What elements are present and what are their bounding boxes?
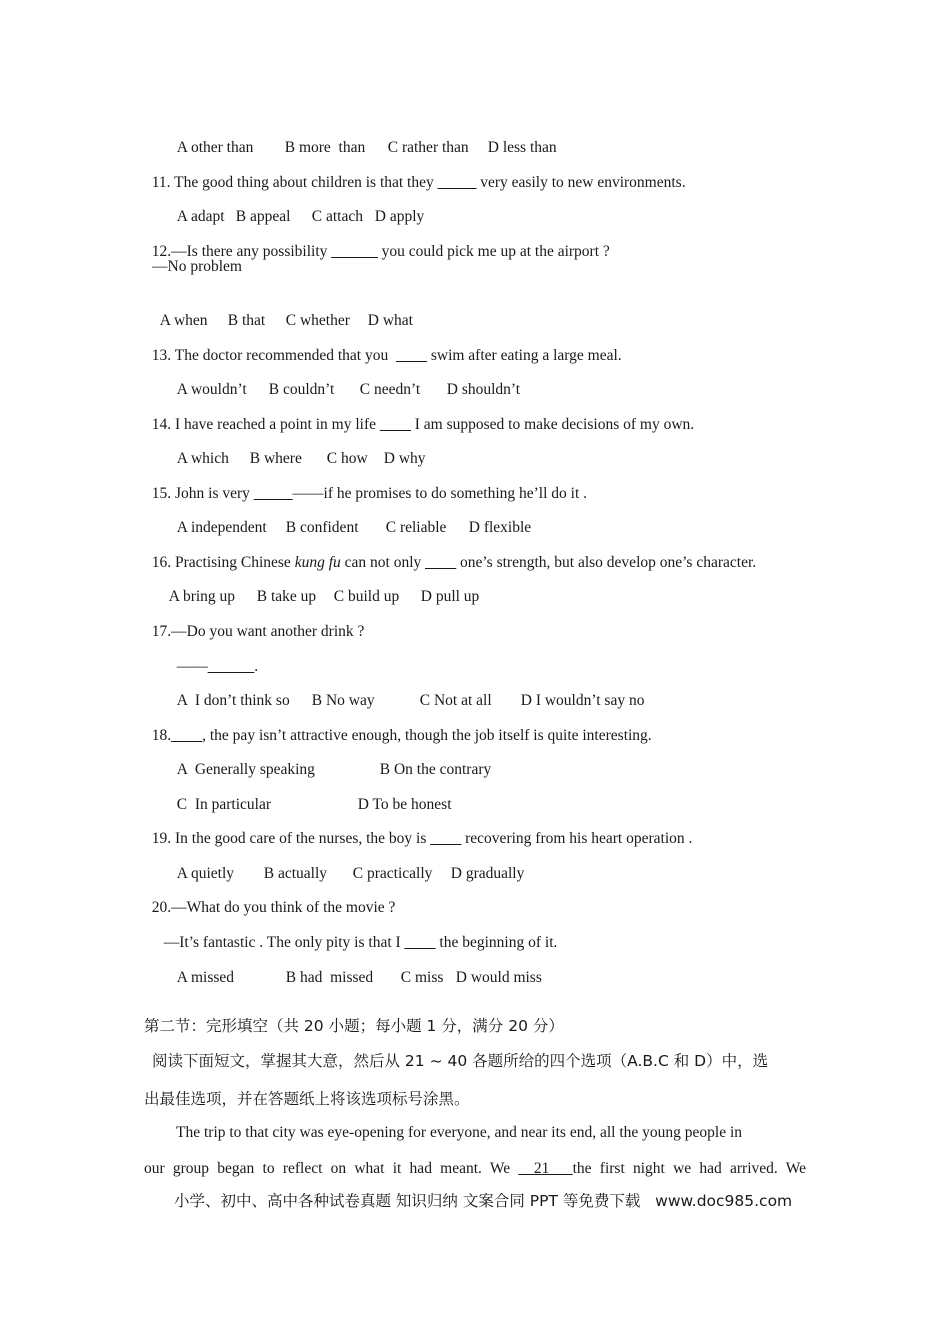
question-number: 17.: [151, 623, 172, 640]
q19-option-d: D gradually: [450, 865, 525, 882]
passage-line-2: [144, 1151, 806, 1187]
q13-option-a: A wouldn’t: [176, 381, 247, 398]
question-17: [144, 602, 364, 642]
q13-option-b: B couldn’t: [268, 381, 335, 398]
passage-line-1: The trip to that city was eye-opening for everyone, and near its end, all the young people in: [176, 1124, 742, 1141]
reply-text: —It’s fantastic . The only pity is that I: [163, 934, 405, 951]
q20-reply: [156, 913, 557, 953]
passage-text: our group began to reflect on what it had meant. We: [144, 1160, 519, 1177]
q11-options: [169, 187, 424, 227]
answer-blank: ______: [331, 243, 378, 260]
question-number: 19.: [151, 830, 172, 847]
q10-option-b: B more than: [284, 139, 366, 156]
answer-blank: _____: [253, 485, 293, 502]
q18-option-d: D To be honest: [357, 796, 452, 813]
q18-option-b: B On the contrary: [379, 761, 492, 778]
q17-options: [169, 671, 644, 711]
q17-option-d: D I wouldn’t say no: [520, 692, 645, 709]
question-number: 16.: [151, 554, 172, 571]
answer-blank: ____: [395, 347, 427, 364]
q13-option-c: C needn’t: [359, 381, 421, 398]
q10-option-d: D less than: [487, 139, 557, 156]
q15-option-b: B confident: [285, 519, 359, 536]
question-number: 20.: [151, 899, 172, 916]
question-number: 12.: [151, 243, 172, 260]
q13-option-d: D shouldn’t: [446, 381, 521, 398]
q14-option-c: C how: [326, 450, 368, 467]
section-instruction-line-1: 阅读下面短文，掌握其大意，然后从 21 ~ 40 各题所给的四个选项（A.B.C 和 D）中，选: [152, 1052, 769, 1070]
q12-options: [152, 291, 413, 331]
q11-option-c: C attach: [311, 208, 363, 225]
question-text: The doctor recommended that you: [174, 347, 396, 364]
question-number: 11.: [151, 174, 171, 191]
q11-option-a: A adapt: [176, 208, 225, 225]
q11-option-d: D apply: [374, 208, 425, 225]
q17-option-b: B No way: [311, 692, 375, 709]
question-number: 14.: [151, 416, 172, 433]
q10-option-c: C rather than: [387, 139, 469, 156]
q17-option-a: A I don’t think so: [176, 692, 290, 709]
question-19: [144, 809, 692, 849]
q12-option-a: A when: [159, 312, 208, 329]
q15-option-a: A independent: [176, 519, 267, 536]
q16-option-d: D pull up: [420, 588, 480, 605]
question-text-end: I am supposed to make decisions of my own.: [410, 416, 695, 433]
q18-option-a: A Generally speaking: [176, 761, 315, 778]
question-12: [144, 222, 610, 262]
q16-options: [161, 567, 479, 607]
q14-option-b: B where: [249, 450, 302, 467]
q14-option-a: A which: [176, 450, 229, 467]
reply-end: .: [254, 658, 259, 675]
question-text: I have reached a point in my life: [175, 416, 380, 433]
question-text: —Do you want another drink ?: [171, 623, 365, 640]
answer-blank: ____: [379, 416, 411, 433]
answer-blank: ____: [404, 934, 436, 951]
question-text-end: one’s strength, but also develop one’s character.: [456, 554, 757, 571]
q10-options: [169, 118, 557, 158]
answer-blank: ______: [207, 658, 255, 675]
question-number: 15.: [151, 485, 172, 502]
question-italic-term: kung fu: [294, 554, 341, 571]
question-text-end: swim after eating a large meal.: [426, 347, 622, 364]
q16-option-b: B take up: [256, 588, 317, 605]
q12-option-c: C whether: [285, 312, 350, 329]
question-text-end: very easily to new environments.: [476, 174, 686, 191]
q20-option-c: C miss: [400, 969, 444, 986]
question-text: The good thing about children is that they: [174, 174, 438, 191]
question-text-end: , the pay isn’t attractive enough, though the job itself is quite interesting.: [202, 727, 652, 744]
answer-blank: ____: [425, 554, 457, 571]
q16-option-a: A bring up: [168, 588, 236, 605]
section-instruction-line-2: 出最佳选项，并在答题纸上将该选项标号涂黑。: [144, 1090, 470, 1108]
q14-options: [169, 429, 426, 469]
answer-blank: ____: [171, 727, 203, 744]
answer-blank: ____: [430, 830, 462, 847]
q20-option-b: B had missed: [285, 969, 374, 986]
question-number: 13.: [151, 347, 172, 364]
q18-options-row-1: [169, 740, 491, 780]
q19-option-c: C practically: [352, 865, 433, 882]
q12-option-b: B that: [227, 312, 266, 329]
reply-text-end: the beginning of it.: [435, 934, 558, 951]
q12-option-d: D what: [367, 312, 413, 329]
q15-options: [169, 498, 531, 538]
reply-dash: ——: [176, 658, 208, 675]
q12-reply: —No problem: [152, 258, 242, 275]
q20-option-a: A missed: [176, 969, 235, 986]
question-text: Practising Chinese: [175, 554, 295, 571]
question-text: John is very: [175, 485, 254, 502]
q16-option-c: C build up: [333, 588, 400, 605]
q15-option-c: C reliable: [385, 519, 447, 536]
question-text-mid: can not only: [340, 554, 426, 571]
section-heading: 第二节：完形填空（共 20 小题；每小题 1 分，满分 20 分）: [144, 1017, 564, 1035]
question-text: —Is there any possibility: [171, 243, 332, 260]
q19-option-b: B actually: [263, 865, 328, 882]
question-text-end: you could pick me up at the airport ?: [377, 243, 610, 260]
question-text: —What do you think of the movie ?: [171, 899, 396, 916]
q19-option-a: A quietly: [176, 865, 235, 882]
question-text-end: recovering from his heart operation .: [461, 830, 693, 847]
q13-options: [169, 360, 520, 400]
passage-text-end: the first night we had arrived. We: [572, 1160, 806, 1177]
q17-option-c: C Not at all: [419, 692, 492, 709]
q20-option-d: D would miss: [455, 969, 542, 986]
question-text-end: ——if he promises to do something he’ll do it .: [292, 485, 588, 502]
q14-option-d: D why: [383, 450, 426, 467]
answer-blank: _____: [437, 174, 477, 191]
q11-option-b: B appeal: [235, 208, 291, 225]
q10-option-a: A other than: [176, 139, 254, 156]
question-number: 18.: [151, 727, 172, 744]
page-footer: 小学、初中、高中各种试卷真题 知识归纳 文案合同 PPT 等免费下载 www.doc985.com: [174, 1192, 793, 1210]
passage-blank-21: __21___: [518, 1160, 573, 1177]
q15-option-d: D flexible: [468, 519, 532, 536]
question-20: [144, 878, 395, 918]
q18-option-c: C In particular: [176, 796, 272, 813]
question-text: In the good care of the nurses, the boy is: [175, 830, 431, 847]
q20-options: [169, 948, 542, 988]
